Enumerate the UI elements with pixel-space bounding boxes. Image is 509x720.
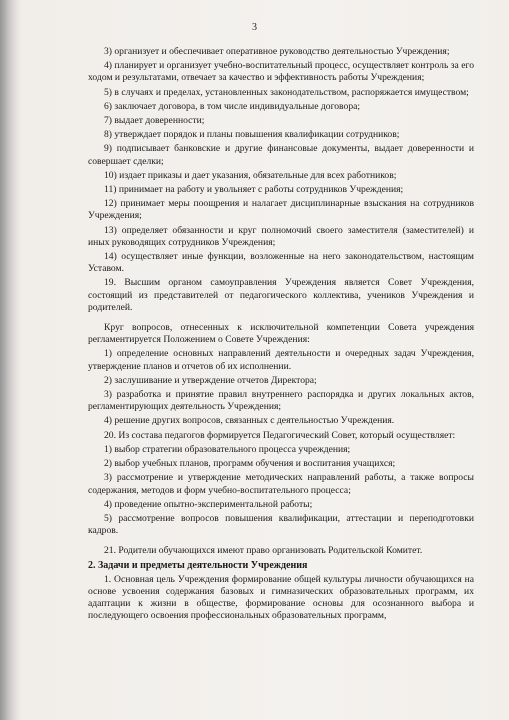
list-item: 4) проведение опытно-экспериментальной работы; <box>104 498 313 510</box>
list-item: 6) заключает договора, в том числе индивидуальные договора; <box>104 100 361 112</box>
list-item: 4) решение других вопросов, связанных с деятельностью Учреждения. <box>104 415 395 427</box>
list-item: 5) в случаях и пределах, установленных законодательством, распоряжается имуществом; <box>104 86 469 98</box>
section-paragraph: 1. Основная цель Учреждения формирование общей культуры личности обучающихся на основе усвоения содержания базовых и гимназических образовательных программ, их адаптации к жизни в обществе, формирование основы для осознанного выбора и последующего освоения профессиональных образовательных программ, <box>88 573 474 622</box>
list-item: 1) выбор стратегии образовательного процесса учреждения; <box>104 443 351 455</box>
list-item: 13) определяет обязанности и круг полномочий своего заместителя (заместителей) и иных руководящих сотрудников Учреждения; <box>88 224 474 248</box>
page-number: 3 <box>252 22 257 33</box>
list-item: 10) издает приказы и дает указания, обязательные для всех работников; <box>104 169 397 181</box>
list-item: 12) принимает меры поощрения и налагает дисциплинарные взыскания на сотрудников Учреждения; <box>88 198 474 222</box>
paragraph-19: 19. Высшим органом самоуправления Учреждения является Совет Учреждения, состоящий из представителей от педагогического коллектива, учеников Учреждения и родителей. <box>88 277 474 313</box>
list-item: 7) выдает доверенности; <box>104 115 205 127</box>
list-item: 11) принимает на работу и увольняет с работы сотрудников Учреждения; <box>104 184 404 196</box>
paragraph-20: 20. Из состава педагогов формируется Педагогический Совет, который осуществляет: <box>104 429 456 441</box>
list-item: 9) подписывает банковские и другие финансовые документы, выдает доверенности и совершает сделки; <box>88 143 474 167</box>
list-item: 3) разработка и принятие правил внутреннего распорядка и других локальных актов, регламентирующих деятельность Учреждения; <box>88 389 474 413</box>
paragraph-21: 21. Родители обучающихся имеют право организовать Родительской Комитет. <box>104 545 423 557</box>
list-item: 4) планирует и организует учебно-воспитательный процесс, осуществляет контроль за его ходом и результатами, отвечает за качество и эффективность работы Учреждения; <box>88 60 474 84</box>
list-item: 2) выбор учебных планов, программ обучения и воспитания учащихся; <box>104 458 396 470</box>
scan-edge-shadow <box>0 0 22 720</box>
section-title: 2. Задачи и предметы деятельности Учреждения <box>88 559 308 571</box>
list-item: 3) организует и обеспечивает оперативное руководство деятельностью Учреждения; <box>104 46 450 57</box>
list-item: 5) рассмотрение вопросов повышения квалификации, аттестации и переподготовки кадров. <box>88 512 474 537</box>
list-item: 3) рассмотрение и утверждение методических направлений работы, а также вопросы содержания, методов и форм учебно-воспитательного процесса; <box>88 472 474 496</box>
paragraph-19-scope: Круг вопросов, отнесенных к исключительной компетенции Совета учреждения регламентируется Положением о Совете Учреждения: <box>88 322 474 346</box>
list-item: 2) заслушивание и утверждение отчетов Директора; <box>104 374 317 386</box>
document-body <box>88 46 474 625</box>
list-item: 14) осуществляет иные функции, возложенные на него законодательством, настоящим Уставом. <box>88 251 474 275</box>
list-item: 1) определение основных направлений деятельности и очередных задач Учреждения, утверждение планов и отчетов об их исполнении. <box>88 348 474 372</box>
list-item: 8) утверждает порядок и планы повышения квалификации сотрудников; <box>104 129 400 141</box>
